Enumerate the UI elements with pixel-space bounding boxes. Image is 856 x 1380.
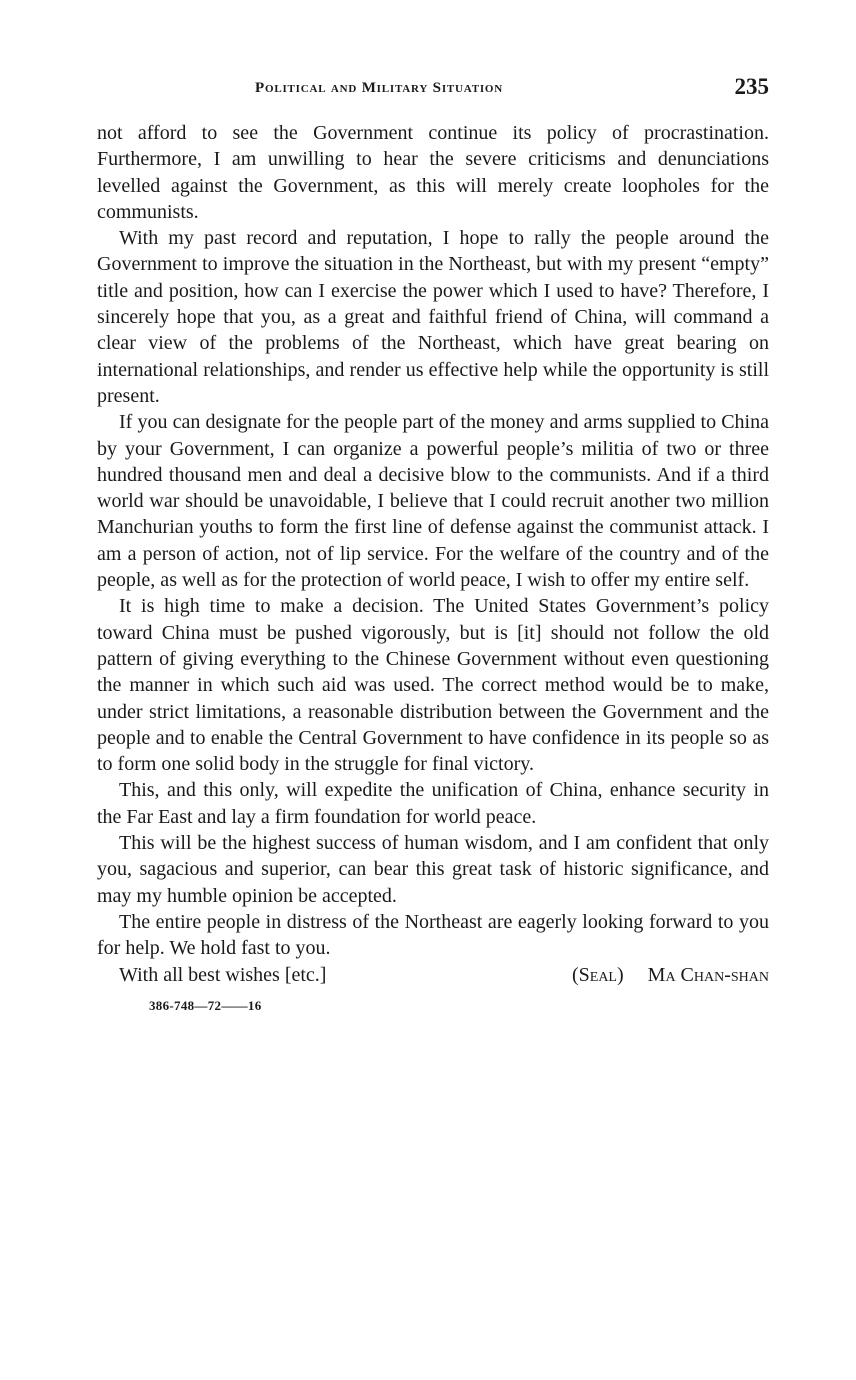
paragraph: It is high time to make a decision. The United States Government’s policy toward China must be pushed vigorously, but is [it] should not follow the old pattern of giving everything to the Chinese Government without even questioning the manner in which such aid was used. The correct method would be to make, under strict limitations, a reasonable distribution between the Government and the people and to enable the Central Government to have confidence in its people so as to form one solid body in the struggle for final victory.: [97, 595, 769, 776]
body-text: [97, 120, 769, 962]
document-page: [97, 72, 769, 1014]
paragraph-continued: not afford to see the Government continue its policy of procrastination. Furthermore, I am unwilling to hear the severe criticisms and denunciations levelled against the Government, as this will merely create loopholes for the communists.: [97, 122, 769, 223]
page-number: 235: [734, 74, 769, 99]
paragraph: This, and this only, will expedite the unification of China, enhance security in the Far East and lay a firm foundation for world peace.: [97, 779, 769, 828]
paragraph: If you can designate for the people part of the money and arms supplied to China by your Government, I can organize a powerful people’s militia of two or three hundred thousand men and deal a decisive blow to the communists. And if a third world war should be unavoidable, I believe that I could recruit another two million Manchurian youths to form the first line of defense against the communist attack. I am a person of action, not of lip service. For the welfare of the country and of the people, as well as for the protection of world peace, I wish to offer my entire self.: [97, 411, 769, 592]
signer-name: Ma Chan-shan: [647, 963, 769, 986]
running-head: [97, 72, 769, 112]
seal-mark: (Seal): [571, 963, 624, 986]
paragraph: With my past record and reputation, I hope to rally the people around the Government to improve the situation in the Northeast, but with my present “empty” title and position, how can I exercise the power which I used to have? Therefore, I sincerely hope that you, as a great and faithful friend of China, will command a clear view of the problems of the Northeast, which have great bearing on international relationships, and render us effective help while the opportunity is still present.: [97, 227, 769, 407]
running-title: Political and Military Situation: [255, 80, 504, 96]
signature-block: [572, 962, 769, 988]
paragraph: This will be the highest success of human wisdom, and I am confident that only you, sagacious and superior, can bear this great task of historic significance, and may my humble opinion be accepted.: [97, 832, 769, 907]
print-code: 386-748—72——16: [149, 997, 262, 1013]
paragraph: The entire people in distress of the Northeast are eagerly looking forward to you for help. We hold fast to you.: [97, 910, 769, 960]
closing-line: [97, 962, 769, 988]
salutation: With all best wishes [etc.]: [119, 963, 327, 986]
